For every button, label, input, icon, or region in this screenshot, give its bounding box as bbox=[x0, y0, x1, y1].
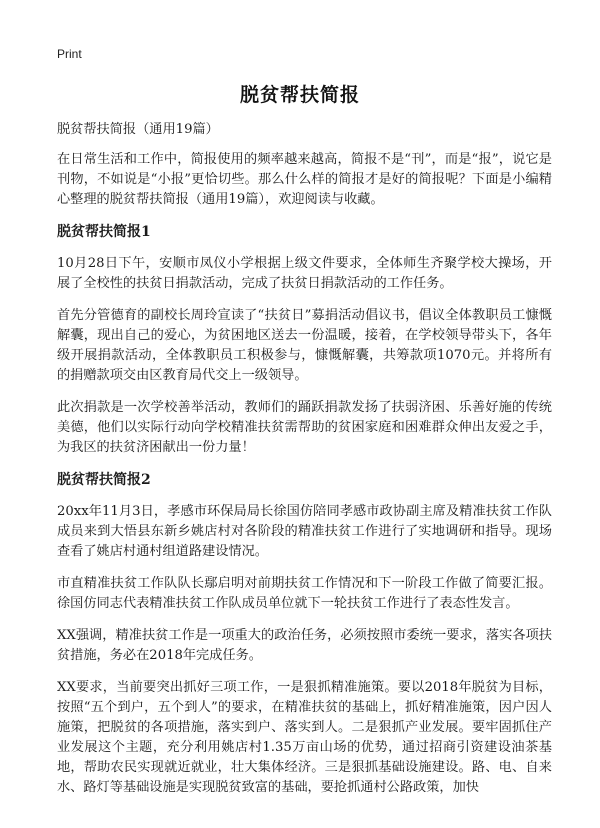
document-subtitle: 脱贫帮扶简报（通用19篇） bbox=[57, 122, 219, 137]
section-heading-1: 脱贫帮扶简报1 bbox=[57, 224, 151, 240]
section-1-paragraph-3: 此次捐款是一次学校善举活动，教师们的踊跃捐款发扬了扶弱济困、乐善好施的传统美德，他们以实际行动向学校精准扶贫需帮助的贫困家庭和困难群众伸出友爱之手，为我区的扶贫济困献出一份力量！ bbox=[57, 400, 552, 455]
intro-paragraph: 在日常生活和工作中，简报使用的频率越来越高，简报不是“刊”，而是“报”，说它是刊物，不如说是“小报”更恰切些。那么什么样的简报才是好的简报呢？下面是小编精心整理的脱贫帮扶简报（通用19篇），欢迎阅读与收藏。 bbox=[57, 152, 552, 207]
section-1-paragraph-2: 首先分管德育的副校长周玲宣读了“扶贫日”募捐活动倡议书，倡议全体教职员工慷慨解囊，现出自己的爱心，为贫困地区送去一份温暖，接着，在学校领导带头下，各年级开展捐款活动，全体教职员工积极参与，慷慨解囊，共筹款项1070元。并将所有的捐赠款项交由区教育局代交上一级领导。 bbox=[57, 308, 552, 383]
section-2-paragraph-1: 20xx年11月3日，孝感市环保局局长徐国仿陪同孝感市政协副主席及精准扶贫工作队成员来到大悟县东新乡姚店村对各阶段的精准扶贫工作进行了实地调研和指导。现场查看了姚店村通村组道路建设情况。 bbox=[57, 504, 552, 559]
section-heading-2: 脱贫帮扶简报2 bbox=[57, 472, 151, 488]
print-label[interactable]: Print bbox=[57, 47, 82, 61]
section-2-paragraph-3: XX强调，精准扶贫工作是一项重大的政治任务，必须按照市委统一要求，落实各项扶贫措施，务必在2018年完成任务。 bbox=[57, 628, 552, 663]
document-body bbox=[57, 120, 552, 810]
section-1-paragraph-1: 10月28日下午，安顺市凤仪小学根据上级文件要求，全体师生齐聚学校大操场，开展了全校性的扶贫日捐款活动，完成了扶贫日捐款活动的工作任务。 bbox=[57, 256, 552, 291]
page-title: 脱贫帮扶简报 bbox=[239, 84, 360, 106]
section-2-paragraph-2: 市直精准扶贫工作队队长鄢启明对前期扶贫工作情况和下一阶段工作做了简要汇报。徐国仿同志代表精准扶贫工作队成员单位就下一轮扶贫工作进行了表态性发言。 bbox=[57, 576, 552, 611]
section-2-paragraph-4: XX要求，当前要突出抓好三项工作，一是狠抓精准施策。要以2018年脱贫为目标，按照“五个到户，五个到人”的要求，在精准扶贫的基础上，抓好精准施策，因户因人施策，把脱贫的各项措施，落实到户、落实到人。二是狠抓产业发展。要牢固抓住产业发展这个主题，充分利用姚店村1.35万亩山场的优势，通过招商引资建设油茶基地，帮助农民实现就近就业，壮大集体经济。三是狠抓基础设施建设。路、电、自来水、路灯等基础设施是实现脱贫致富的基础，要抢抓通村公路政策，加快 bbox=[57, 680, 552, 795]
